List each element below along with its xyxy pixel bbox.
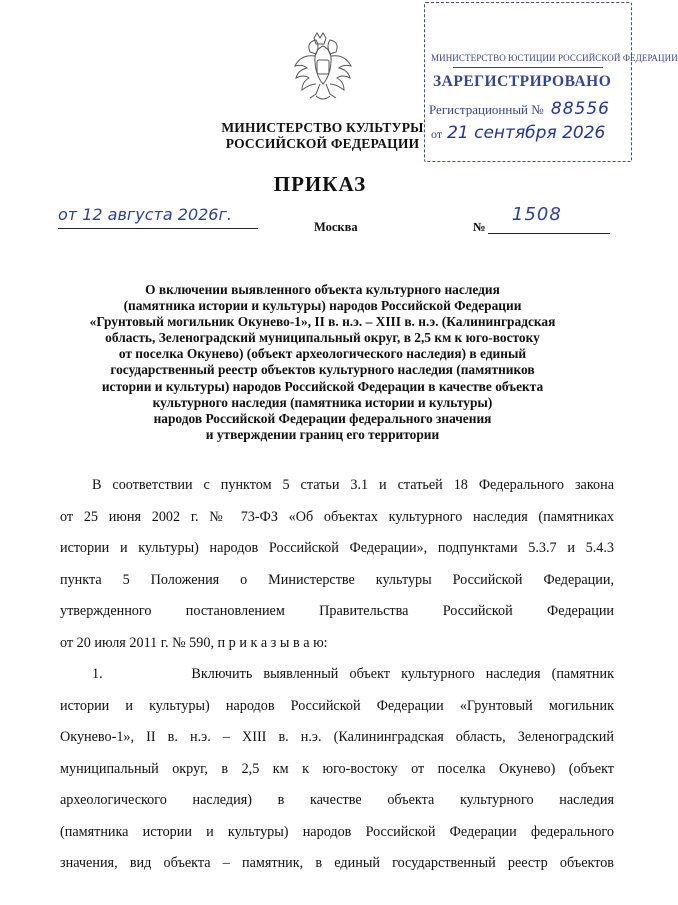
- ministry-line-2: РОССИЙСКОЙ ФЕДЕРАЦИИ: [225, 136, 420, 151]
- document-type: ПРИКАЗ: [273, 172, 367, 196]
- stamp-registration: [429, 99, 610, 119]
- document-number: 1508: [512, 204, 562, 225]
- heading-line: государственный реестр объектов культурного наследия (памятников: [110, 362, 535, 378]
- body-line: утвержденного постановлением Правительства Российской Федерации: [60, 603, 614, 619]
- number-sign: №: [473, 220, 486, 234]
- body-line: археологического наследия) в качестве объекта культурного наследия: [60, 792, 614, 808]
- body-line: истории и культуры) народов Российской Федерации», подпунктами 5.3.7 и 5.4.3: [60, 540, 614, 556]
- heading-line: область, Зеленоградский муниципальный округ, в 2,5 км к юго-востоку: [105, 330, 540, 346]
- date-underline: [58, 228, 258, 229]
- heading-line: и утверждении границ его территории: [205, 426, 440, 442]
- order-heading: [60, 282, 585, 443]
- body-line: от 20 июля 2011 г. № 590, п р и к а з ы в а ю:: [60, 634, 328, 651]
- body-line: (памятника истории и культуры) народов Российской Федерации федерального: [60, 823, 614, 840]
- heading-line: народов Российской Федерации федерального значения: [153, 410, 492, 426]
- body-line: пункта 5 Положения о Министерстве культуры Российской Федерации,: [60, 571, 614, 588]
- stamp-divider: [453, 67, 603, 68]
- body-line: Окунево-1», II в. н.э. – XIII в. н.э. (Калининградская область, Зеленоградский: [60, 729, 614, 745]
- heading-line: «Грунтовый могильник Окунево-1», II в. н.э. – XIII в. н.э. (Калининградская: [89, 314, 556, 330]
- stamp-date-prefix: от: [431, 127, 443, 141]
- stamp-date: 21 сентября 2026: [447, 123, 606, 143]
- body-line: значения, вид объекта – памятник, в единый государственный реестр объектов: [60, 855, 614, 871]
- order-body: [60, 470, 614, 880]
- heading-line: от поселка Окунево) (объект археологического наследия) в единый: [118, 346, 527, 362]
- heading-line: истории и культуры) народов Российской Федерации в качестве объекта: [101, 378, 544, 394]
- stamp-reg-number: 88556: [550, 99, 611, 119]
- document-date: от 12 августа 2026г.: [58, 205, 232, 224]
- ministry-line-1: МИНИСТЕРСТВО КУЛЬТУРЫ: [221, 120, 424, 135]
- coat-of-arms-icon: [290, 30, 356, 110]
- stamp-status: ЗАРЕГИСТРИРОВАНО: [433, 73, 612, 90]
- document-city: Москва: [314, 220, 358, 234]
- body-line: муниципальный округ, в 2,5 км к юго-востоку от поселка Окунево) (объект: [60, 760, 614, 777]
- registration-stamp: [424, 2, 678, 162]
- body-line: 1. Включить выявленный объект культурного наследия (памятник: [92, 666, 614, 682]
- body-line: истории и культуры) народов Российской Федерации «Грунтовый могильник: [60, 697, 614, 714]
- body-line: от 25 июня 2002 г. № 73-ФЗ «Об объектах культурного наследия (памятниках: [60, 508, 614, 525]
- body-line: В соответствии с пунктом 5 статьи 3.1 и статьей 18 Федерального закона: [92, 477, 614, 493]
- heading-line: (памятника истории и культуры) народов Российской Федерации: [123, 298, 522, 314]
- number-underline: [488, 233, 610, 234]
- ministry-name: [200, 120, 445, 152]
- stamp-reg-label: Регистрационный №: [429, 102, 544, 117]
- stamp-ministry: МИНИСТЕРСТВО ЮСТИЦИИ РОССИЙСКОЙ ФЕДЕРАЦИИ: [431, 53, 678, 63]
- heading-line: О включении выявленного объекта культурного наследия: [145, 282, 500, 297]
- heading-line: культурного наследия (памятника истории и культуры): [152, 394, 493, 410]
- stamp-date-row: [431, 123, 605, 143]
